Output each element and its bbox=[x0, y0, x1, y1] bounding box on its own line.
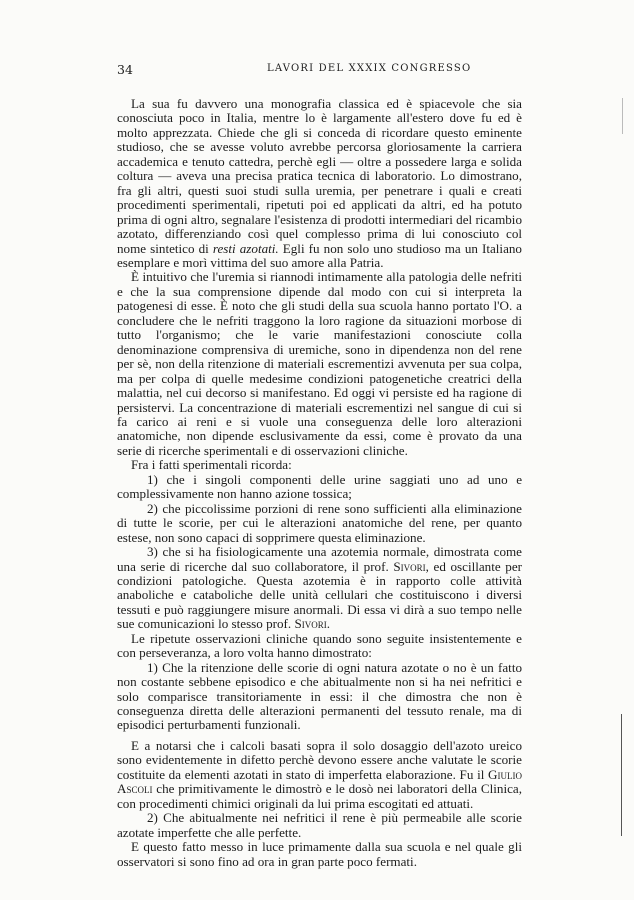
paragraph: E questo fatto messo in luce primamente dalla sua scuola e nel quale gli osservatori si sono fino ad ora in gran parte poco fermati. bbox=[117, 839, 522, 869]
list-item: 1) Che la ritenzione delle scorie di ogni natura azotate o no è un fatto non costante sebbene episodico e che abitualmente non si ha nei nefritici e solo comparisce transitoriamente in essi: il che dimostra che non è conseguenza diretta delle alterazioni permanenti del tessuto renale, ma di episodici perturbamenti funzionali. bbox=[117, 659, 522, 733]
paragraph: Le ripetute osservazioni cliniche quando sono seguite insistentemente e con perseveranza, a loro volta hanno dimostrato: bbox=[117, 630, 522, 661]
scan-margin-mark bbox=[622, 98, 623, 134]
paragraph: Fra i fatti sperimentali ricorda: bbox=[131, 457, 292, 473]
list-item: 3) che si ha fisiologicamente una azotemia normale, dimostrata come una serie di ricerche dal suo collaboratore, il prof. Sivori, ed oscillante per condizioni patologiche. Questa azotemia è in rapporto colle attività anaboliche e cataboliche delle unità cellulari che costituiscono i diversi tessuti e può raggiungere misure anormali. Di essa vi dirà a suo tempo nelle sue comunicazioni lo stesso prof. Sivori. bbox=[117, 544, 522, 632]
paragraph: È intuitivo che l'uremia si riannodi intimamente alla patologia delle nefriti e che la sua comprensione dipende dal modo con cui si interpreta la patogenesi di esse. È noto che gli studi della sua scuola hanno portato l'O. a concludere che le nefriti traggono la loro ragione da situazioni morbose di tutto l'organismo; che le varie manifestazioni conosciute colla denominazione comprensiva di uremiche, sono in dipendenza non del rene per sè, non della ritenzione di materiali escrementizi avvenuta per sua colpa, ma per colpa di quelle medesime condizioni patogenetiche creatrici della malattia, nel cui decorso si manifestano. Ed oggi vi persiste ed ha ragione di persistervi. La concentrazione di materiali escrementizi nel sangue di cui si fa carico ai reni e si vuole una conseguenza delle loro alterazioni anatomiche, non dipende esclusivamente da essi, come è provato da una serie di ricerche sperimentali e di osservazioni cliniche. bbox=[117, 269, 522, 458]
author-name: Sivori bbox=[393, 558, 426, 574]
list-item: 2) che piccolissime porzioni di rene sono sufficienti alla eliminazione di tutte le scorie, per cui le alterazioni anatomiche del rene, per quanto estese, non sono capaci di sopprimere questa eliminazione. bbox=[117, 500, 522, 545]
list-item: 1) che i singoli componenti delle urine saggiati uno ad uno e complessivamente non hanno azione tossica; bbox=[117, 471, 522, 502]
paragraph: La sua fu davvero una monografia classica ed è spiacevole che sia conosciuta poco in Italia, mentre lo è largamente all'estero dove fu ed è molto apprezzata. Chiede che gli si conceda di ricordare questo eminente studioso, che se avesse voluto avrebbe percorsa gloriosamente la carriera accademica e tenuto cattedra, perchè egli — oltre a possedere larga e solida coltura — aveva una precisa pratica tecnica di laboratorio. Lo dimostrano, fra gli altri, questi suoi studi sulla uremia, per penetrare i quali e creati procedimenti sperimentali, ripetuti poi ed applicati da altri, ed ha potuto prima di ogni altro, segnalare l'esistenza di prodotti intermediari del ricambio azotato, differenziando così quel complesso prima di lui conosciuto col nome sintetico di resti azotati. Egli fu non solo uno studioso ma un Italiano esemplare e morì vittima del suo amore alla Patria. bbox=[117, 96, 522, 270]
emphasis: resti azotati. bbox=[212, 240, 279, 256]
page-number: 34 bbox=[117, 62, 133, 77]
list-item: 2) Che abitualmente nei nefritici il rene è più permeabile alle scorie azotate imperfette che alle perfette. bbox=[117, 810, 522, 840]
author-name: Sivori bbox=[294, 616, 327, 632]
running-title: LAVORI DEL XXXIX CONGRESSO bbox=[267, 63, 472, 74]
author-name: Giulio Ascoli bbox=[117, 766, 522, 797]
body-text bbox=[117, 97, 522, 869]
page-header bbox=[117, 62, 522, 78]
scan-margin-mark bbox=[621, 714, 622, 836]
paragraph: E a notarsi che i calcoli basati sopra il solo dosaggio dell'azoto ureico sono evidentemente in difetto perchè devono essere anche valutate le scorie costituite da elementi azotati in stato di imperfetta elaborazione. Fu il Giulio Ascoli che primitivamente le dimostrò e le dosò nei laboratori della Clinica, con procedimenti chimici originali da lui prima escogitati ed attuati. bbox=[117, 737, 522, 811]
